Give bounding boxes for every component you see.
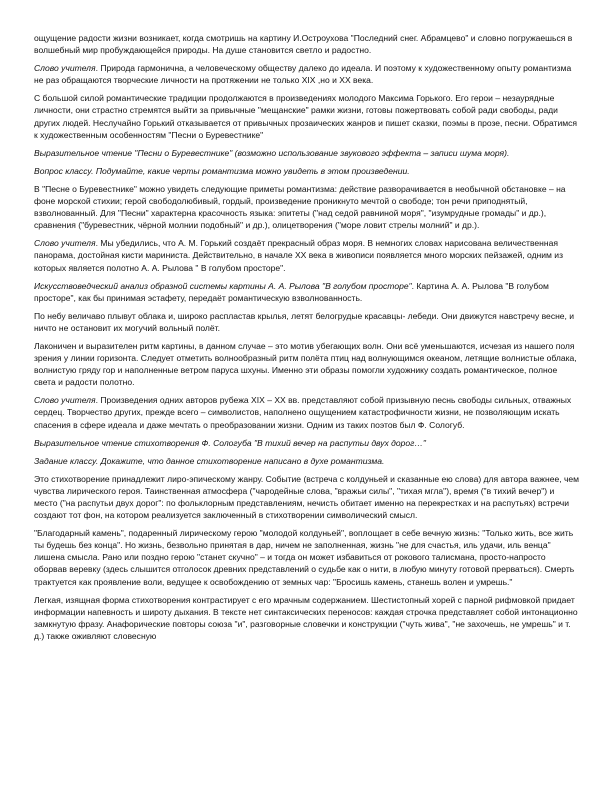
italic-lead: Вопрос классу. Подумайте, какие черты романтизма можно увидеть в этом произведении.	[34, 165, 410, 176]
italic-lead: Слово учителя	[34, 63, 96, 74]
document-page	[34, 32, 580, 648]
paragraph	[34, 527, 580, 587]
paragraph-text: Это стихотворение принадлежит лиро-эпическому жанру. Событие (встреча с колдуньей и сказанные ею слова) для автора важнее, чем чувства лирического героя. Таинственная атмосфера ("чародейные слова, "вражьи силы", "тихая мгла"), время ("в тихий вечер") и место ("на распутьи двух дорог": по фольклорным представлениям, нечисть обитает именно на перекрестках и на распутьях) встречи создают тот фон, на котором реализуется заключенный в стихотворении символический смысл.	[34, 473, 580, 521]
italic-lead: Слово учителя	[34, 395, 96, 406]
paragraph	[34, 437, 580, 449]
paragraph	[34, 394, 580, 430]
paragraph	[34, 92, 580, 140]
paragraph	[34, 32, 580, 56]
paragraph-text: ощущение радости жизни возникает, когда смотришь на картину И.Остроухова "Последний снег. Абрамцево" и словно погружаешься в волшебный мир пробуждающейся природы. На душе становится светло и радостно.	[34, 33, 573, 56]
paragraph-text: По небу величаво плывут облака и, широко распластав крылья, летят белогрудые красавцы- лебеди. Они движутся навстречу весне, и ничто не остановит их могучий вольный полёт.	[34, 310, 575, 333]
italic-lead: Искусствоведческий анализ образной системы картины А. А. Рылова "В голубом просторе"	[34, 280, 412, 291]
paragraph-text: "Благодарный камень", подаренный лирическому герою "молодой колдуньей", воплощает в себе вечную жизнь: "Только жить, все жить ты будешь без конца". Но жизнь, безвольно принятая в дар, ничем не заполненная, жизнь "не для счастья, иль удачи, иль венца" лишена смысла. Рано или поздно герою "станет скучно" – и тогда он может избавиться от рокового талисмана, просто-напросто оборвав веревку (здесь слышится отголосок древних представлений о судьбе как о нити, в любую минуту готовой прерваться). Смерть трактуется как проявление воли, ведущее к освобождению от земных чар: "Бросишь камень, станешь волен и умрешь."	[34, 528, 575, 587]
italic-lead: Выразительное чтение стихотворения Ф. Сологуба "В тихий вечер на распутьи двух дорог…"	[34, 437, 426, 448]
paragraph-text: С большой силой романтические традиции продолжаются в произведениях молодого Максима Горького. Его герои – незаурядные личности, они страстно стремятся выйти за привычные "мещанские" рамки жизни, готовы пожертвовать собой ради свободы, ради других людей. Неслучайно Горький отказывается от привычных прозаических жанров и пишет сказки, поэмы в прозе, песни. Обратимся к художественным особенностям "Песни о Буревестнике"	[34, 93, 578, 140]
paragraph	[34, 237, 580, 273]
paragraph-text: В "Песне о Буревестнике" можно увидеть следующие приметы романтизма: действие разворачивается в необычной обстановке – на фоне морской стихии; герой свободолюбивый, гордый, произведение проникнуто мечтой о свободе; тон речи приподнятый, взволнованный. Для "Песни" характерна красочность языка: эпитеты ("над седой равниной моря", "изумрудные громады" и др.), сравнения ("буревестник, чёрной молнии подобный" и др.), олицетворения ("море ловит стрелы молний" и др.).	[34, 183, 566, 231]
paragraph	[34, 594, 580, 642]
paragraph	[34, 340, 580, 388]
paragraph	[34, 183, 580, 231]
paragraph-text: . Произведения одних авторов рубежа XIX – XX вв. представляют собой призывную песнь свободы сильных, отважных сердец. Творчество других, прежде всего – символистов, наполнено ощущением катастрофичности жизни, не позволяющим искать спасения в сфере идеала и даже мечтать о преобразовании жизни. Одним из таких поэтов был Ф. Сологуб.	[34, 395, 572, 430]
paragraph-text: Лаконичен и выразителен ритм картины, в данном случае – это мотив убегающих волн. Они всё уменьшаются, исчезая из нашего поля зрения у линии горизонта. Следует отметить волнообразный ритм полёта птиц над волнующимся океаном, летящие волнистые облака, волнистую гряду гор и наполненные ветром паруса шхуны. Именно эти образы помогли художнику создать романтическое, полное света и радости полотно.	[34, 340, 577, 388]
paragraph	[34, 455, 580, 467]
paragraph	[34, 165, 580, 177]
italic-lead: Выразительное чтение "Песни о Буревестнике" (возможно использование звукового эффекта – записи шума моря).	[34, 147, 510, 158]
paragraph	[34, 310, 580, 334]
paragraph	[34, 280, 580, 304]
paragraph	[34, 62, 580, 86]
paragraph-text: . Мы убедились, что А. М. Горький создаёт прекрасный образ моря. В немногих словах нарисована величественная панорама, достойная кисти мариниста. Действительно, в начале XX века в живописи появляется много морских пейзажей, одним из которых является полотно А. А. Рылова " В голубом просторе".	[34, 238, 563, 273]
paragraph	[34, 473, 580, 521]
paragraph-text: Легкая, изящная форма стихотворения контрастирует с его мрачным содержанием. Шестистопный хорей с парной рифмовкой придает информации напевность и широту дыхания. В тексте нет синтаксических переносов: каждая строчка представляет собой интонационно замкнутую фразу. Анафорические повторы союза "и", разговорные словечки и конструкции ("чуть жива", "не захочешь, не умрешь" и т. д.) также оживляют словесную	[34, 594, 578, 641]
paragraph-text: . Природа гармонична, а человеческому обществу далеко до идеала. И поэтому к художественному опыту романтизма не раз обращаются творческие личности на протяжении не только XIX ,но и XX века.	[34, 63, 572, 86]
italic-lead: Слово учителя	[34, 238, 96, 249]
paragraph-text: . Картина А. А. Рылова "В голубом просторе", как бы принимая эстафету, передаёт романтическую взволнованность.	[34, 280, 549, 303]
paragraph	[34, 147, 580, 159]
italic-lead: Задание классу. Докажите, что данное стихотворение написано в духе романтизма.	[34, 455, 385, 466]
